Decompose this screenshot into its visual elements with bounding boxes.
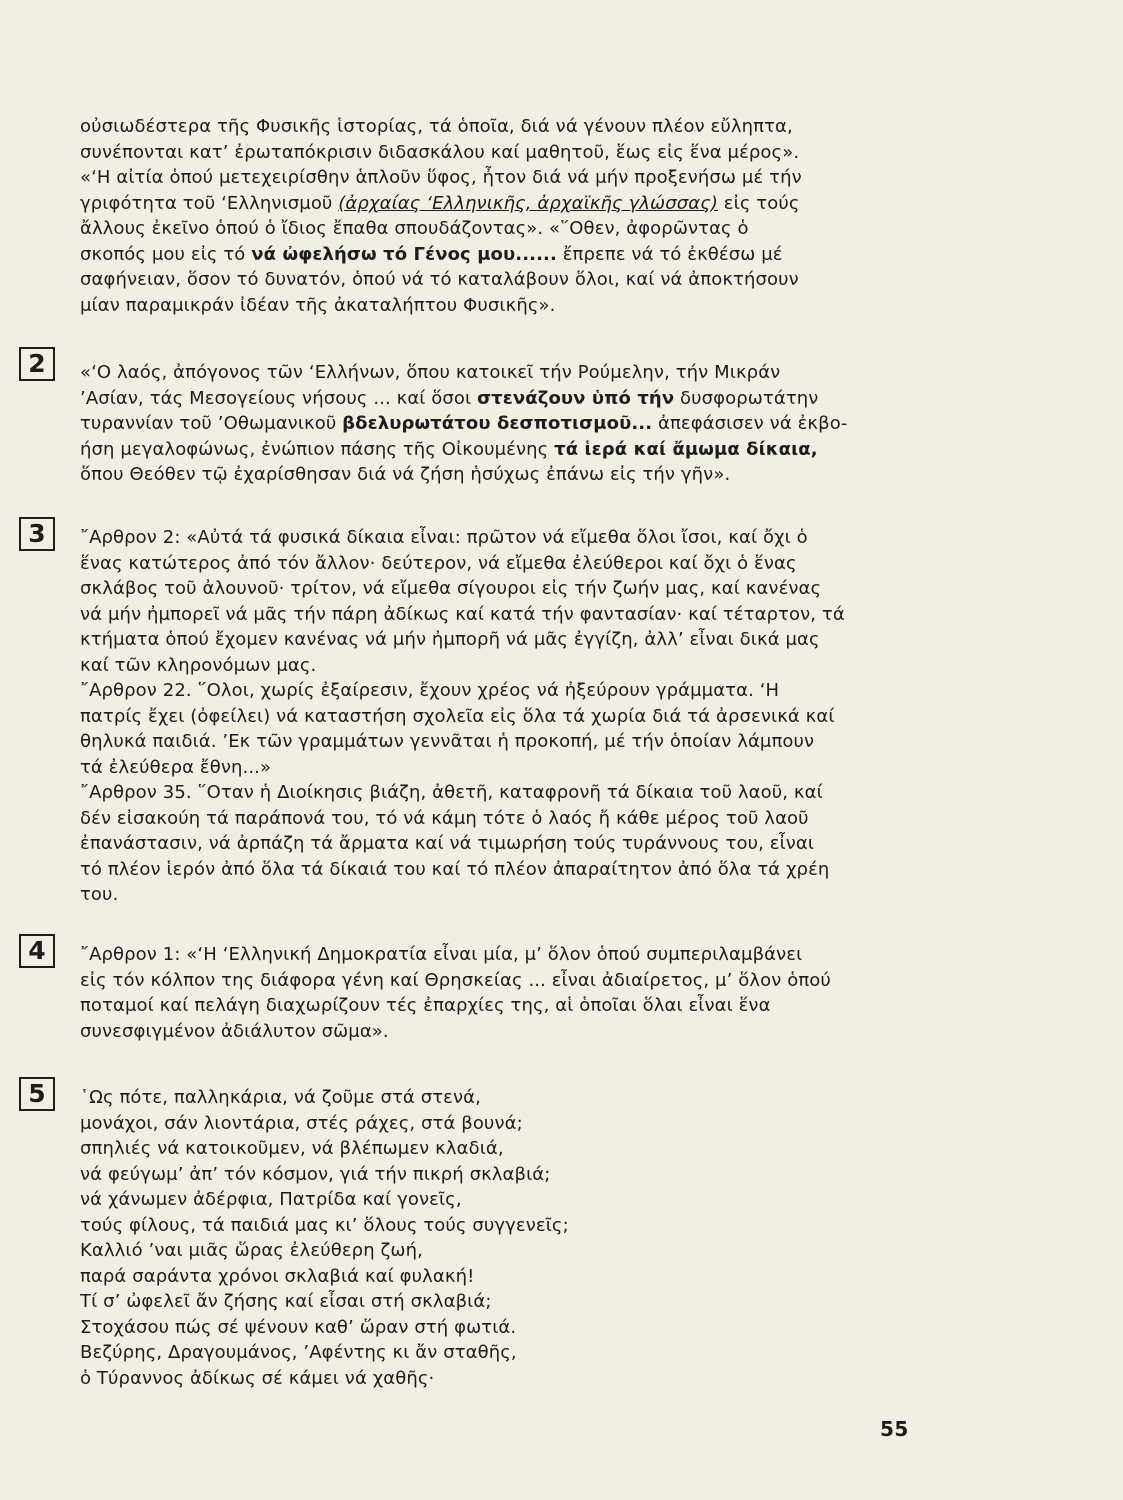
text-run: ήση μεγαλοφώνως, ἐνώπιον πάσης τῆς Οἰκουμένης — [80, 438, 555, 460]
emphasis-text: βδελυρωτάτου δεσποτισμοῦ... — [342, 413, 653, 434]
text-run: παρά σαράντα χρόνοι σκλαβιά καί φυλακή! — [80, 1265, 475, 1287]
text-run: Τί σ’ ὠφελεῖ ἄν ζήσης καί εἶσαι στή σκλαβιά; — [80, 1291, 492, 1312]
text-line — [80, 437, 1080, 463]
emphasis-text: τά ἱερά καί ἄμωμα δίκαια, — [554, 438, 818, 460]
text-run: ῎Αρθρον 22. ῞Ολοι, χωρίς ἐξαίρεσιν, ἔχουν χρέος νά ἠξεύρουν γράμματα. ‘Η — [80, 680, 780, 701]
text-line — [80, 386, 1080, 412]
emphasis-text: στενάζουν ὑπό τήν — [477, 387, 675, 409]
text-line — [80, 551, 1080, 577]
text-line — [80, 114, 1080, 140]
text-line — [80, 576, 1080, 602]
text-run: τυραννίαν τοῦ ’Οθωμανικοῦ — [80, 413, 343, 434]
text-run: θηλυκά παιδιά. ’Εκ τῶν γραμμάτων γεννᾶται ἡ προκοπή, μέ τήν ὁποίαν λάμπουν — [80, 731, 815, 752]
text-run: «‘Η αἰτία ὁπού μετεχειρίσθην ἁπλοῦν ὕφος, ἦτον διά νά μήν προξενήσω μέ τήν — [80, 167, 802, 188]
text-line — [80, 1238, 1080, 1264]
text-run: οὐσιωδέστερα τῆς Φυσικῆς ἱστορίας, τά ὁποῖα, διά νά γένουν πλέον εὔληπτα, — [80, 116, 793, 137]
text-line — [80, 242, 1080, 268]
text-line — [80, 165, 1080, 191]
text-line — [80, 993, 1080, 1019]
text-line — [80, 525, 1080, 551]
text-line — [80, 1136, 1080, 1162]
text-run: «‘Ο λαός, ἀπόγονος τῶν ‘Ελλήνων, ὅπου κατοικεῖ τήν Ρούμελην, τήν Μικράν — [80, 362, 781, 383]
text-run: ῎Αρθρον 35. ῞Οταν ἡ Διοίκησις βιάζη, ἀθετῆ, καταφρονῆ τά δίκαια τοῦ λαοῦ, καί — [80, 782, 823, 803]
text-line — [80, 140, 1080, 166]
text-line — [80, 1315, 1080, 1341]
section-number-3: 3 — [19, 517, 55, 551]
text-run: ’Ασίαν, τάς Μεσογείους νήσους ... καί ὅσοι — [80, 387, 478, 409]
page-number: 55 — [880, 1417, 909, 1441]
text-line — [80, 627, 1080, 653]
text-line — [80, 678, 1080, 704]
text-run: ἄλλους ἐκεῖνο ὁπού ὁ ἴδιος ἔπαθα σπουδάζοντας». «῞Οθεν, ἀφορῶντας ὁ — [80, 218, 749, 239]
text-run: τούς φίλους, τά παιδιά μας κι’ ὅλους τούς συγγενεῖς; — [80, 1214, 569, 1236]
text-line — [80, 1213, 1080, 1239]
text-line — [80, 942, 1080, 968]
text-line — [80, 216, 1080, 242]
text-run: τά ἐλεύθερα ἔθνη...» — [80, 756, 272, 778]
section-2-text — [80, 360, 1080, 488]
text-line — [80, 882, 1080, 908]
text-run: σκοπός μου εἰς τό — [80, 243, 252, 265]
text-run: σπηλιές νά κατοικοῦμεν, νά βλέπωμεν κλαδιά, — [80, 1138, 504, 1159]
text-run: ῎Αρθρον 1: «‘Η ‘Ελληνική Δημοκρατία εἶναι μία, μ’ ὅλον ὁπού συμπεριλαμβάνει — [80, 944, 803, 965]
section-number-4: 4 — [19, 934, 55, 968]
text-run: ἔπρεπε νά τό ἐκθέσω μέ — [556, 243, 783, 265]
text-run: τό πλέον ἱερόν ἀπό ὅλα τά δίκαιά του καί τό πλέον ἀπαραίτητον ἀπό ὅλα τά χρέη — [80, 858, 830, 880]
text-run: καί τῶν κληρονόμων μας. — [80, 654, 317, 676]
text-run: νά μήν ἠμπορεῖ νά μᾶς τήν πάρη ἀδίκως καί κατά τήν φαντασίαν· καί τέταρτον, τά — [80, 603, 845, 625]
text-run: νά φεύγωμ’ ἀπ’ τόν κόσμον, γιά τήν πικρή σκλαβιά; — [80, 1163, 551, 1185]
text-line — [80, 360, 1080, 386]
text-run: ὅπου Θεόθεν τῷ ἐχαρίσθησαν διά νά ζήση ἡσύχως ἐπάνω εἰς τήν γῆν». — [80, 464, 731, 485]
text-run: Καλλιό ’ναι μιᾶς ὥρας ἐλεύθερη ζωή, — [80, 1240, 423, 1261]
text-run: δέν εἰσακούη τά παράπονά του, τό νά κάμη τότε ὁ λαός ἤ κάθε μέρος τοῦ λαοῦ — [80, 807, 809, 829]
text-line — [80, 1366, 1080, 1392]
text-line — [80, 780, 1080, 806]
text-line — [80, 729, 1080, 755]
text-line — [80, 653, 1080, 679]
text-run: συνέπονται κατ’ ἐρωταπόκρισιν διδασκάλου καί μαθητοῦ, ἕως εἰς ἕνα μέρος». — [80, 141, 800, 163]
text-run: σκλάβος τοῦ ἀλουνοῦ· τρίτον, νά εἴμεθα σίγουροι εἰς τήν ζωήν μας, καί κανένας — [80, 578, 822, 599]
text-line — [80, 704, 1080, 730]
text-run: συνεσφιγμένον ἀδιάλυτον σῶμα». — [80, 1020, 389, 1042]
text-line — [80, 1111, 1080, 1137]
text-run: νά χάνωμεν ἀδέρφια, Πατρίδα καί γονεῖς, — [80, 1189, 462, 1210]
section-number-5: 5 — [19, 1077, 55, 1111]
section-3-text — [80, 525, 1080, 908]
text-line — [80, 1187, 1080, 1213]
text-run: ὁ Τύραννος ἀδίκως σέ κάμει νά χαθῆς· — [80, 1367, 435, 1389]
text-run: σαφήνειαν, ὅσον τό δυνατόν, ὁπού νά τό καταλάβουν ὅλοι, καί νά ἀποκτήσουν — [80, 269, 799, 290]
text-run: μονάχοι, σάν λιοντάρια, στές ράχες, στά βουνά; — [80, 1112, 523, 1134]
text-run: μίαν παραμικράν ἰδέαν τῆς ἀκαταλήπτου Φυσικῆς». — [80, 294, 556, 316]
text-run: ποταμοί καί πελάγη διαχωρίζουν τές ἐπαρχίες της, αἱ ὁποῖαι ὅλαι εἶναι ἕνα — [80, 995, 771, 1016]
text-run: ῎Αρθρον 2: «Αὐτά τά φυσικά δίκαια εἶναι: πρῶτον νά εἴμεθα ὅλοι ἴσοι, καί ὄχι ὁ — [80, 527, 808, 548]
text-line — [80, 831, 1080, 857]
text-line — [80, 968, 1080, 994]
text-run: του. — [80, 884, 119, 905]
text-line — [80, 1085, 1080, 1111]
text-run: Στοχάσου πώς σέ ψένουν καθ’ ὥραν στή φωτιά. — [80, 1316, 517, 1338]
text-run: ἕνας κατώτερος ἀπό τόν ἄλλον· δεύτερον, νά εἴμεθα ἐλεύθεροι καί ὄχι ὁ ἕνας — [80, 552, 797, 574]
text-line — [80, 806, 1080, 832]
emphasis-text: νά ὠφελήσω τό Γένος μου...... — [251, 243, 557, 265]
text-line — [80, 1264, 1080, 1290]
text-run: (ἀρχαίας ‘Ελληνικῆς, ἀρχαϊκῆς γλώσσας) — [338, 192, 718, 214]
text-line — [80, 857, 1080, 883]
text-run: Βεζύρης, Δραγουμάνος, ’Αφέντης κι ἄν σταθῆς, — [80, 1342, 517, 1363]
text-run: κτήματα ὁπού ἔχομεν κανένας νά μήν ἠμπορῆ νά μᾶς ἐγγίζη, ἀλλ’ εἶναι δικά μας — [80, 629, 820, 650]
text-run: γριφότητα τοῦ ‘Ελληνισμοῦ — [80, 192, 339, 214]
text-line — [80, 1162, 1080, 1188]
text-run: εἰς τούς — [717, 192, 800, 214]
text-line — [80, 267, 1080, 293]
text-run: ῾Ως πότε, παλληκάρια, νά ζοῦμε στά στενά, — [80, 1087, 481, 1108]
text-line — [80, 1340, 1080, 1366]
section-4-text — [80, 942, 1080, 1044]
text-run: εἰς τόν κόλπον της διάφορα γένη καί Θρησκείας ... εἶναι ἀδιαίρετος, μ’ ὅλον ὁπού — [80, 969, 831, 991]
text-run: πατρίς ἔχει (ὀφείλει) νά καταστήση σχολεῖα εἰς ὅλα τά χωρία διά τά ἀρσενικά καί — [80, 705, 835, 727]
text-line — [80, 293, 1080, 319]
text-run: ἀπεφάσισεν νά ἐκβο- — [652, 413, 848, 434]
text-run: ἐπανάστασιν, νά ἀρπάζη τά ἄρματα καί νά τιμωρήση τούς τυράννους του, εἶναι — [80, 833, 815, 854]
text-line — [80, 1019, 1080, 1045]
text-line — [80, 1289, 1080, 1315]
text-line — [80, 602, 1080, 628]
text-line — [80, 755, 1080, 781]
section-5-poem — [80, 1085, 1080, 1391]
text-line — [80, 191, 1080, 217]
text-run: δυσφορωτάτην — [674, 387, 819, 409]
text-line — [80, 411, 1080, 437]
text-line — [80, 462, 1080, 488]
intro-paragraph — [80, 114, 1080, 318]
section-number-2: 2 — [19, 347, 55, 381]
